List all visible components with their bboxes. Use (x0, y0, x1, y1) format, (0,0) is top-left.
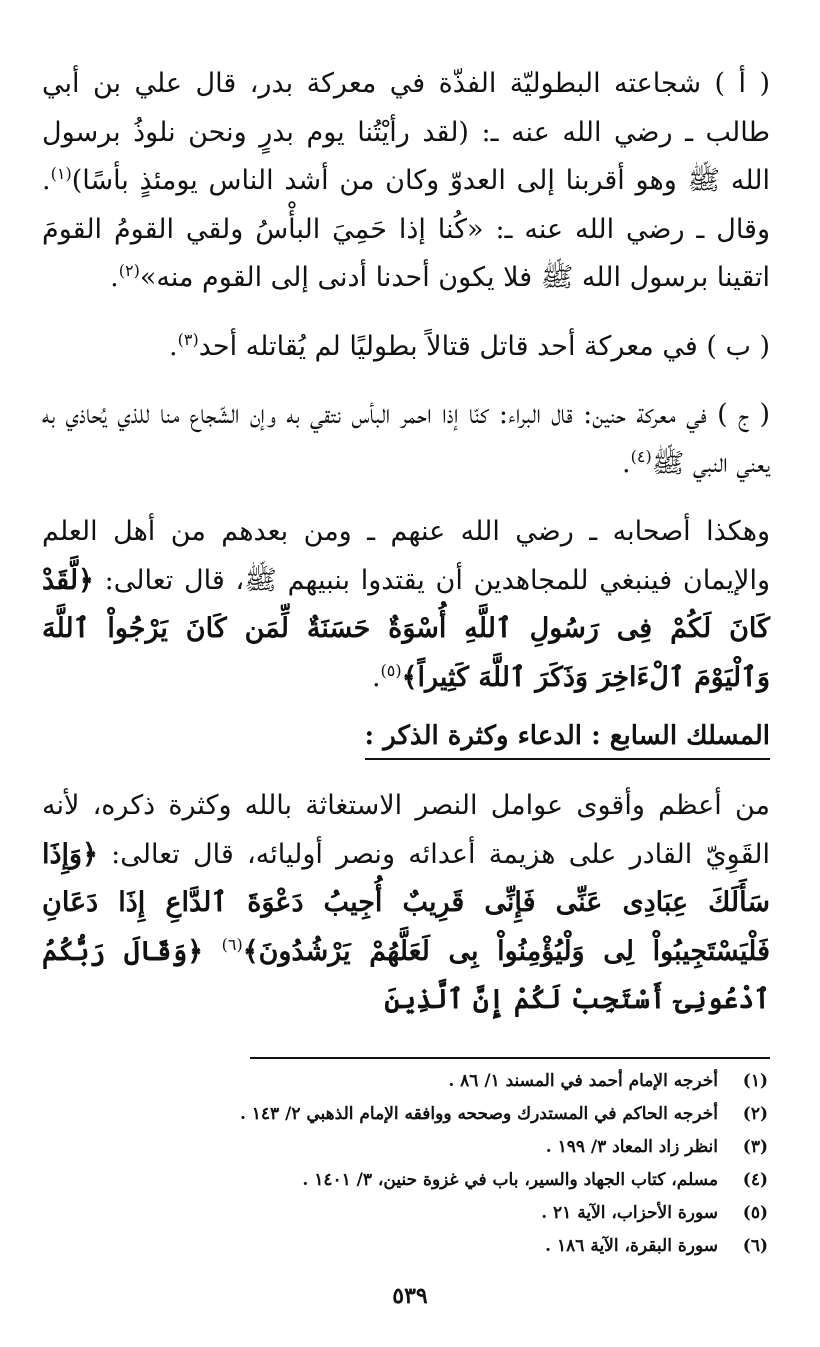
paragraph-text: . وقال ـ رضي الله عنه ـ: «كُنا إذا حَمِيَ البأْسُ ولقي القومُ القومَ اتقينا برسول الله ﷺ فلا يكون أحدنا أدنى إلى القوم منه» (42, 165, 770, 293)
footnote (42, 1131, 770, 1164)
footnote-number: (٥) (742, 1202, 768, 1223)
footnote-ref: (٢) (118, 261, 140, 280)
paragraph-text: ( ج ) في معركة حنين: قال البراء: كنّا إذا احمر البأس نتقي به وإن الشّجاع منا للذي يُحاذي به يعني النبي ﷺ (42, 399, 770, 479)
quran-verse: ﴿لَّقَدْ كَانَ لَكُمْ فِى رَسُولِ ٱللَّهِ أُسْوَةٌ حَسَنَةٌ لِّمَن كَانَ يَرْجُواْ ٱللَّهَ وَٱلْيَوْمَ ٱلْءَاخِرَ وَذَكَرَ ٱللَّهَ كَثِيراً﴾ (42, 564, 770, 693)
paragraph-text: . (622, 447, 631, 479)
paragraph-text: . (169, 330, 178, 362)
paragraph-text: . (110, 262, 119, 293)
footnote (42, 1098, 770, 1131)
footnote-text: انظر زاد المعاد ٣/ ١٩٩ . (545, 1136, 718, 1157)
footnote-text: سورة البقرة، الآية ١٨٦ . (545, 1235, 718, 1256)
footnote (42, 1230, 770, 1263)
paragraph-text: . (371, 661, 381, 693)
paragraph-text: وهكذا أصحابه ـ رضي الله عنهم ـ ومن بعدهم من أهل العلم والإيمان فينبغي للمجاهدين أن يقتدوا بنبيهم ﷺ، قال تعالى: (42, 516, 770, 596)
footnote-text: أخرجه الإمام أحمد في المسند ١/ ٨٦ . (448, 1070, 718, 1091)
paragraph-text: ( أ ) شجاعته البطوليّة الفذّة في معركة بدر، قال علي بن أبي طالب ـ رضي الله عنه ـ: (لقد رأيْتُنا يوم بدرٍ ونحن نلوذُ برسول الله ﷺ وهو أقربنا إلى العدوّ وكان من أشد الناس يومئذٍ بأسًا) (42, 68, 770, 196)
footnote-number: (٦) (742, 1235, 768, 1256)
footnote-ref: (٦) (221, 934, 243, 954)
footnote-ref: (٣) (177, 329, 199, 349)
paragraph-text: من أعظم وأقوى عوامل النصر الاستغاثة بالله وكثرة ذكره، لأنه القَوِيّ القادر على هزيمة أعدائه ونصر أوليائه، قال تعالى: (42, 790, 770, 870)
paragraph-companions (42, 508, 770, 702)
footnote-ref: (٥) (380, 660, 402, 680)
quran-verse: ﴿وَإِذَا سَأَلَكَ عِبَادِى عَنِّى فَإِنِّى قَرِيبٌ أُجِيبُ دَعْوَةَ ٱلدَّاعِ إِذَا دَعَانِ فَلْيَسْتَجِيبُواْ لِى وَلْيُؤْمِنُواْ بِى لَعَلَّهُمْ يَرْشُدُونَ﴾ (42, 838, 770, 967)
footnote-ref: (١) (50, 164, 72, 183)
footnote-number: (٣) (742, 1136, 768, 1157)
footnote-text: مسلم، كتاب الجهاد والسير، باب في غزوة حنين، ٣/ ١٤٠١ . (302, 1169, 718, 1190)
section-heading: المسلك السابع : الدعاء وكثرة الذكر : (365, 716, 770, 760)
paragraph-a-badr (42, 60, 770, 303)
footnotes-list (42, 1065, 770, 1263)
footnote-text: أخرجه الحاكم في المستدرك وصححه ووافقه الإمام الذهبي ٢/ ١٤٣ . (239, 1103, 718, 1124)
footnote-divider (250, 1057, 770, 1059)
paragraph-text: ( ب ) في معركة أحد قاتل قتالاً بطوليًا لم يُقاتله أحد (198, 330, 770, 362)
paragraph-c-hunayn (42, 391, 770, 488)
footnote (42, 1197, 770, 1230)
footnote-number: (٢) (742, 1103, 768, 1124)
footnote-text: سورة الأحزاب، الآية ٢١ . (541, 1202, 718, 1223)
footnote-number: (١) (742, 1070, 768, 1091)
section-heading-wrap (42, 702, 770, 760)
paragraph-b-uhud (42, 323, 770, 372)
footnote (42, 1164, 770, 1197)
page-number: ٥٣٩ (392, 1283, 428, 1309)
footnote-number: (٤) (742, 1169, 768, 1190)
paragraph-dua (42, 782, 770, 1025)
footnote-ref: (٤) (630, 446, 652, 466)
quran-verse: ﴿وَقَالَ رَبُّكُمُ ٱدْعُونِىٓ أَسْتَجِبْ لَكُمْ إِنَّ ٱلَّذِينَ (42, 935, 770, 1015)
footnote (42, 1065, 770, 1098)
